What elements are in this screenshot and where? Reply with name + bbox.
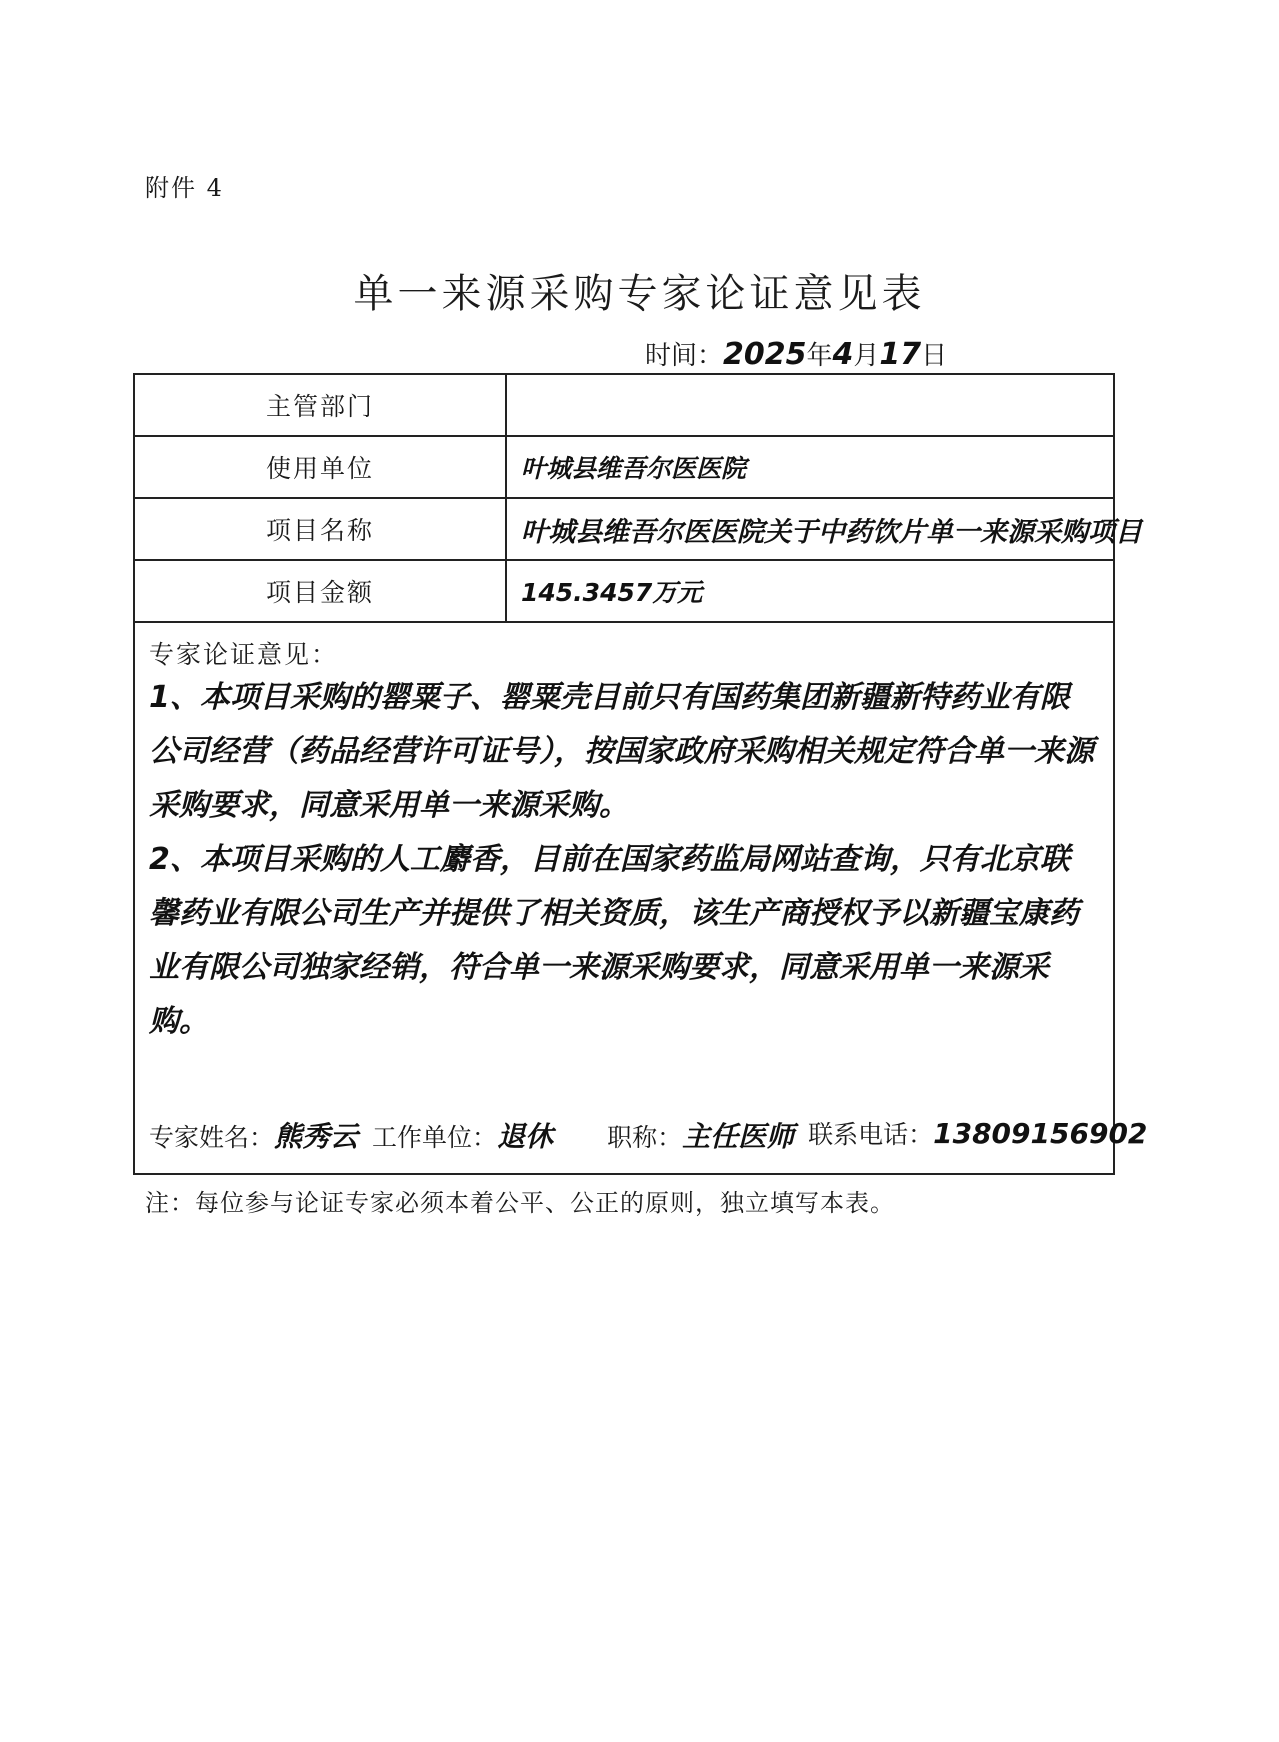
project-name-label: 项目名称 <box>134 498 506 560</box>
footnote: 注：每位参与论证专家必须本着公平、公正的原则，独立填写本表。 <box>145 1189 895 1217</box>
date-month-char: 月 <box>853 341 880 371</box>
work-unit-value: 退休 <box>497 1120 554 1153</box>
row-user-unit <box>134 436 1114 498</box>
user-unit-value: 叶城县维吾尔医医院 <box>506 436 1114 498</box>
phone-value: 13809156902 <box>933 1117 1148 1150</box>
user-unit-label: 使用单位 <box>134 436 506 498</box>
date-day: 17 <box>879 337 922 372</box>
date-year: 2025 <box>723 337 807 372</box>
row-project-name <box>134 498 1114 560</box>
job-title-value: 主任医师 <box>682 1120 795 1153</box>
opinion-cell <box>134 622 1148 1174</box>
expert-info-line <box>149 1115 1148 1155</box>
opinion-paragraph-2: 2、本项目采购的人工麝香，目前在国家药监局网站查询，只有北京联馨药业有限公司生产并提供了相关资质，该生产商授权予以新疆宝康药业有限公司独家经销，符合单一来源采购要求，同意采用单一来源采购。 <box>149 842 1079 1039</box>
attachment-number: 附件 4 <box>145 174 224 202</box>
form-title: 单一来源采购专家论证意见表 <box>353 271 926 317</box>
date-line <box>645 335 947 372</box>
work-unit-label: 工作单位： <box>372 1123 498 1152</box>
project-amount-value: 145.3457万元 <box>506 560 1114 622</box>
expert-name-label: 专家姓名： <box>149 1123 275 1152</box>
project-amount-label: 项目金额 <box>134 560 506 622</box>
opinion-form-table <box>133 373 1148 1175</box>
row-department <box>134 374 1114 436</box>
department-label: 主管部门 <box>134 374 506 436</box>
date-day-char: 日 <box>921 341 948 371</box>
row-opinion <box>134 622 1114 1174</box>
project-name-value: 叶城县维吾尔医医院关于中药饮片单一来源采购项目 <box>506 498 1114 560</box>
department-value <box>506 374 1114 436</box>
date-month: 4 <box>832 337 854 372</box>
opinion-paragraph-1: 1、本项目采购的罂粟子、罂粟壳目前只有国药集团新疆新特药业有限公司经营（药品经营许可证号），按国家政府采购相关规定符合单一来源采购要求，同意采用单一来源采购。 <box>149 680 1094 823</box>
expert-name-signature: 熊秀云 <box>274 1120 359 1153</box>
date-year-char: 年 <box>806 341 833 371</box>
row-project-amount <box>134 560 1114 622</box>
opinion-label: 专家论证意见： <box>149 640 339 669</box>
job-title-label: 职称： <box>607 1123 683 1152</box>
phone-label: 联系电话： <box>808 1120 934 1149</box>
date-label: 时间： <box>645 341 724 371</box>
